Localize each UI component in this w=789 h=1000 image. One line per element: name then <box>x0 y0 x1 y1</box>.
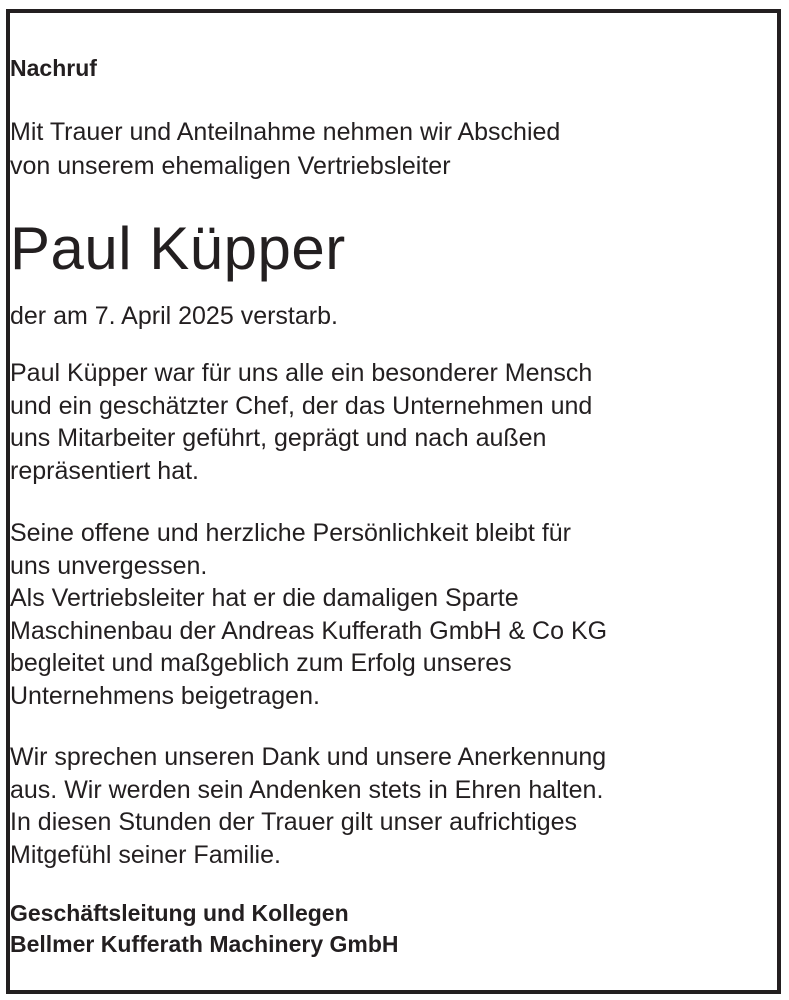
signature-line: Bellmer Kufferath Machinery GmbH <box>10 931 399 957</box>
paragraph-line: und ein geschätzter Chef, der das Unternehmen und <box>10 391 593 420</box>
heading-text: Nachruf <box>10 55 97 81</box>
paragraph-line: begleitet und maßgeblich zum Erfolg unseres <box>10 649 512 677</box>
intro-line: Mit Trauer und Anteilnahme nehmen wir Abschied <box>10 118 561 146</box>
paragraph-line: Mitgefühl seiner Familie. <box>10 840 281 869</box>
paragraph-tribute <box>10 357 777 487</box>
paragraph-line: Maschinenbau der Andreas Kufferath GmbH & Co KG <box>10 616 608 645</box>
paragraph-career <box>10 517 777 712</box>
deceased-name-text: Paul Küpper <box>10 215 346 282</box>
paragraph-line: Seine offene und herzliche Persönlichkeit bleibt für <box>10 519 571 547</box>
signature-line: Geschäftsleitung und Kollegen <box>10 900 349 926</box>
paragraph-line: Unternehmens beigetragen. <box>10 681 320 710</box>
paragraph-line: uns unvergessen. <box>10 551 208 580</box>
intro-line: von unserem ehemaligen Vertriebsleiter <box>10 152 451 180</box>
paragraph-line: repräsentiert hat. <box>10 456 199 485</box>
paragraph-line: In diesen Stunden der Trauer gilt unser aufrichtiges <box>10 808 578 836</box>
paragraph-line: Wir sprechen unseren Dank und unsere Anerkennung <box>10 743 607 771</box>
date-of-death <box>10 299 777 333</box>
intro-text <box>10 115 777 183</box>
paragraph-line: Paul Küpper war für uns alle ein besonderer Mensch <box>10 359 593 387</box>
paragraph-line: Als Vertriebsleiter hat er die damaligen Sparte <box>10 584 519 612</box>
paragraph-line: uns Mitarbeiter geführt, geprägt und nach außen <box>10 424 547 452</box>
obituary-frame <box>6 9 781 994</box>
obituary-heading <box>10 53 777 83</box>
paragraph-line: aus. Wir werden sein Andenken stets in Ehren halten. <box>10 775 604 804</box>
date-of-death-text: der am 7. April 2025 verstarb. <box>10 302 338 330</box>
paragraph-condolence <box>10 741 777 871</box>
signature-block <box>10 898 777 960</box>
deceased-name <box>10 211 777 287</box>
